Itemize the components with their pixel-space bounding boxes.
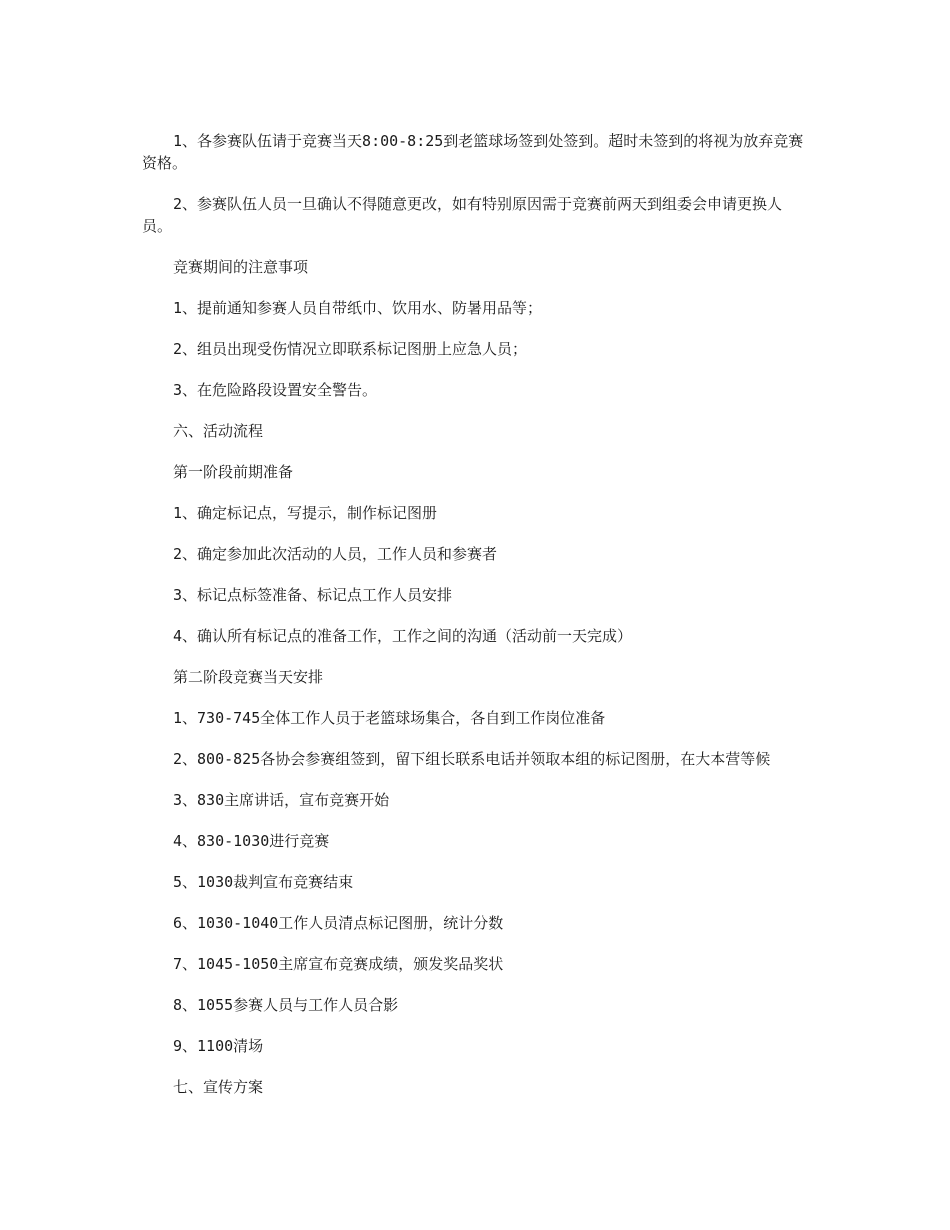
paragraph-stage-two-item-2: 2、800-825各协会参赛组签到，留下组长联系电话并领取本组的标记图册，在大本营等候: [173, 750, 771, 768]
heading-activity-flow: 六、活动流程: [173, 422, 264, 440]
paragraph-stage-two-item-7: 7、1045-1050主席宣布竞赛成绩，颁发奖品奖状: [173, 955, 504, 973]
paragraph-stage-two-item-9: 9、1100清场: [173, 1037, 264, 1055]
document-body: [142, 130, 812, 1117]
heading-publicity-plan: 七、宣传方案: [173, 1078, 264, 1096]
paragraph-checkin-time: 1、各参赛队伍请于竞赛当天8:00-8:25到老篮球场签到处签到。超时未签到的将视为放弃竞赛资格。: [142, 132, 804, 172]
heading-competition-notes: 竞赛期间的注意事项: [173, 258, 309, 276]
heading-stage-two: 第二阶段竞赛当天安排: [173, 668, 324, 686]
paragraph-member-change: 2、参赛队伍人员一旦确认不得随意更改，如有特别原因需于竞赛前两天到组委会申请更换人员。: [142, 195, 783, 235]
paragraph-safety-warning: 3、在危险路段设置安全警告。: [173, 381, 378, 399]
paragraph-stage-one-item-2: 2、确定参加此次活动的人员，工作人员和参赛者: [173, 545, 498, 563]
paragraph-stage-two-item-3: 3、830主席讲话，宣布竞赛开始: [173, 791, 390, 809]
paragraph-stage-two-item-5: 5、1030裁判宣布竞赛结束: [173, 873, 354, 891]
paragraph-supplies: 1、提前通知参赛人员自带纸巾、饮用水、防暑用品等；: [173, 299, 543, 317]
paragraph-stage-two-item-1: 1、730-745全体工作人员于老篮球场集合，各自到工作岗位准备: [173, 709, 606, 727]
paragraph-stage-two-item-6: 6、1030-1040工作人员清点标记图册，统计分数: [173, 914, 504, 932]
heading-stage-one: 第一阶段前期准备: [173, 463, 294, 481]
paragraph-stage-one-item-1: 1、确定标记点，写提示，制作标记图册: [173, 504, 438, 522]
paragraph-injury: 2、组员出现受伤情况立即联系标记图册上应急人员；: [173, 340, 528, 358]
paragraph-stage-two-item-8: 8、1055参赛人员与工作人员合影: [173, 996, 399, 1014]
paragraph-stage-two-item-4: 4、830-1030进行竞赛: [173, 832, 330, 850]
paragraph-stage-one-item-3: 3、标记点标签准备、标记点工作人员安排: [173, 586, 453, 604]
paragraph-stage-one-item-4: 4、确认所有标记点的准备工作，工作之间的沟通（活动前一天完成）: [173, 627, 633, 645]
